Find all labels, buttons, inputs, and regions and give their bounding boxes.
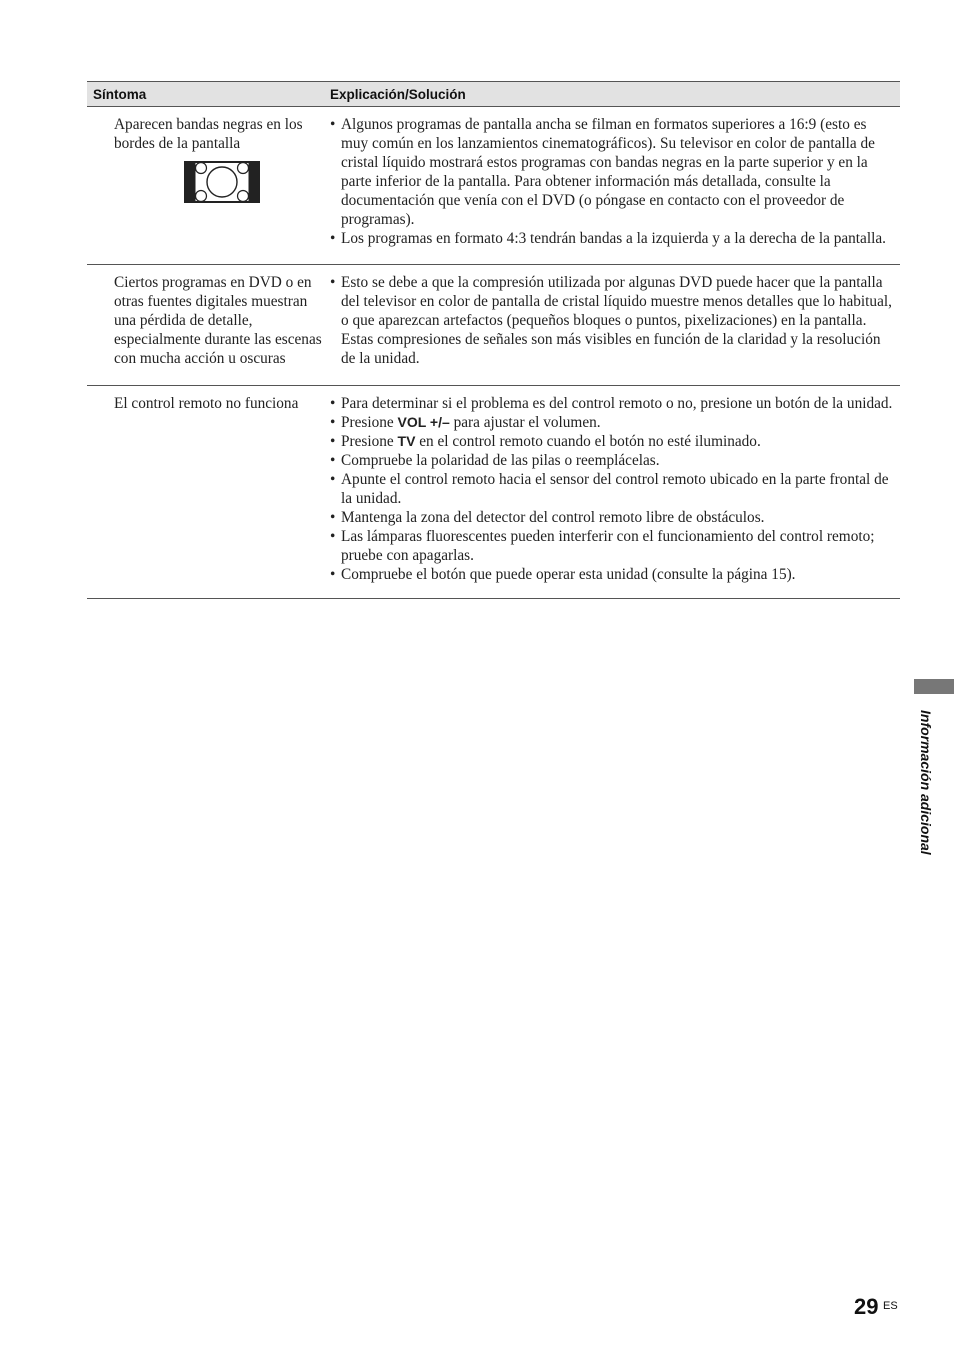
tv-pre: Presione	[341, 433, 398, 450]
table-row	[87, 265, 900, 386]
list-item: • Mantenga la zona del detector del control remoto libre de obstáculos.	[330, 508, 896, 527]
symptom-cell	[87, 107, 330, 264]
section-label: Información adicional	[918, 710, 934, 855]
page-language: ES	[883, 1300, 898, 1312]
vol-key: VOL +/–	[397, 414, 450, 430]
section-tab-marker	[914, 679, 954, 694]
explanation-cell	[330, 107, 900, 264]
list-item: • Algunos programas de pantalla ancha se filman en formatos superiores a 16:9 (esto es muy común en los lanzamientos cinematográficos). Su televisor en color de pantalla de cristal líquido mostrará estos programas con bandas negras en la parte superior y en la parte inferior de la pantalla. Para obtener información más detallada, consulte la documentación que venía con el DVD (o póngase en contacto con el proveedor de programas).	[330, 115, 896, 229]
list-item	[330, 432, 896, 451]
list-item: • Apunte el control remoto hacia el sensor del control remoto ubicado en la parte frontal de la unidad.	[330, 470, 896, 508]
symptom-cell: Ciertos programas en DVD o en otras fuentes digitales muestran una pérdida de detalle, especialmente durante las escenas con mucha acción u oscuras	[114, 274, 322, 367]
vol-post: para ajustar el volumen.	[449, 414, 601, 431]
list-item	[330, 413, 896, 432]
list-item: • Las lámparas fluorescentes pueden interferir con el funcionamiento del control remoto; pruebe con apagarlas.	[330, 527, 896, 565]
symptom-text: Aparecen bandas negras en los bordes de la pantalla	[114, 116, 303, 152]
table-header	[87, 81, 900, 107]
symptom-cell: El control remoto no funciona	[114, 395, 299, 412]
list-item: • Esto se debe a que la compresión utilizada por algunas DVD puede hacer que la pantalla del televisor en color de pantalla de cristal líquido muestre menos detalles que lo habitual, o que aparezcan artefactos (pequeños bloques o puntos, pixelizaciones) en la pantalla. Estas compresiones de señales son más visibles en función de la claridad y la resolución de la unidad.	[330, 273, 896, 368]
vol-pre: Presione	[341, 414, 398, 431]
letterbox-screen-icon	[184, 161, 260, 203]
explanation-cell	[330, 386, 900, 598]
page-number: 29	[854, 1294, 879, 1319]
troubleshooting-table	[87, 81, 900, 599]
tv-post: en el control remoto cuando el botón no esté iluminado.	[415, 433, 761, 450]
list-item: • Los programas en formato 4:3 tendrán bandas a la izquierda y a la derecha de la pantalla.	[330, 229, 896, 248]
table-row	[87, 386, 900, 599]
header-explanation: Explicación/Solución	[330, 86, 466, 102]
explanation-cell	[330, 265, 900, 385]
header-symptom: Síntoma	[93, 86, 147, 102]
list-item: • Compruebe el botón que puede operar esta unidad (consulte la página 15).	[330, 565, 896, 584]
table-row	[87, 107, 900, 265]
tv-key: TV	[397, 433, 416, 449]
list-item: • Compruebe la polaridad de las pilas o reemplácelas.	[330, 451, 896, 470]
list-item: • Para determinar si el problema es del control remoto o no, presione un botón de la unidad.	[330, 394, 896, 413]
